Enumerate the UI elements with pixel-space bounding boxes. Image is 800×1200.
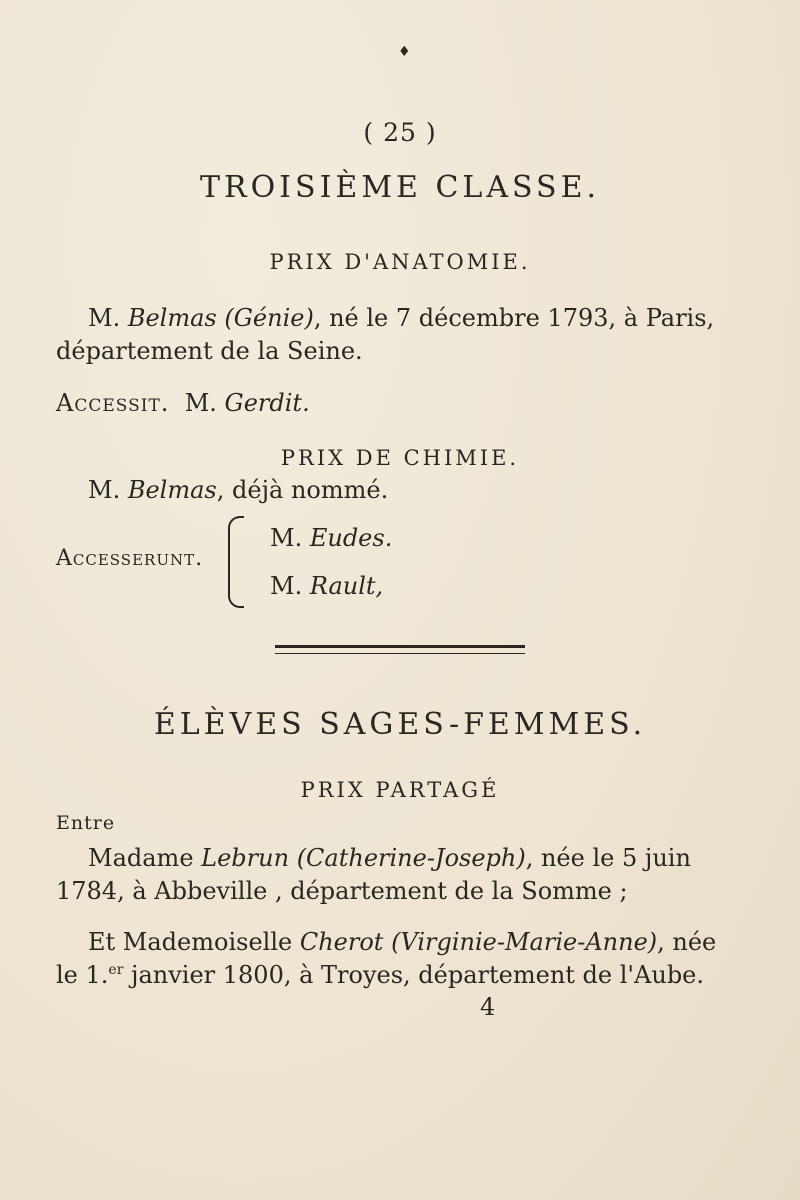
winner-details: , né le 7 décembre 1793, à Paris, [313, 304, 715, 332]
entre-label: Entre [56, 812, 116, 834]
name-prefix: M. [184, 389, 217, 417]
name-prefix: M. [270, 572, 303, 600]
section-divider-thick [275, 645, 525, 648]
laureate-details: , née le 5 juin [525, 844, 691, 872]
accesserunt-name: Rault, [309, 572, 384, 600]
name-prefix: M. [88, 476, 121, 504]
winner-given-name: (Génie) [224, 304, 314, 332]
accesserunt-item [270, 524, 392, 552]
winner-name: Belmas [127, 304, 217, 332]
winner-name: Belmas [127, 476, 217, 504]
name-prefix: M. [88, 304, 121, 332]
section-divider-thin [275, 653, 525, 654]
title-mademoiselle: Et Mademoiselle [88, 928, 293, 956]
name-prefix: M. [270, 524, 303, 552]
section-title-eleves-sages-femmes: ÉLÈVES SAGES-FEMMES. [153, 707, 647, 742]
laureate-name: Cherot [299, 928, 384, 956]
section-title-troisieme-classe: TROISIÈME CLASSE. [199, 170, 601, 205]
date-part: le 1. [56, 961, 109, 989]
laureate-name: Lebrun [201, 844, 290, 872]
accesserunt-label: Accesserunt. [56, 546, 204, 571]
heading-prix-chimie: PRIX DE CHIMIE. [280, 446, 520, 470]
accessit-name: Gerdit. [224, 389, 310, 417]
chimie-winner-line [88, 476, 388, 504]
printer-mark: ♦ [398, 44, 411, 60]
accessit-label: Accessit. [56, 389, 170, 417]
anatomie-winner-line-2: département de la Seine. [56, 337, 363, 365]
heading-prix-partage: PRIX PARTAGÉ [300, 778, 500, 802]
ordinal-suffix: er [108, 962, 124, 978]
laureate-given-name: (Virginie-Marie-Anne) [391, 928, 658, 956]
signature-mark: 4 [480, 993, 496, 1021]
first-laureate-line-2: 1784, à Abbeville , département de la Somme ; [56, 877, 628, 905]
second-laureate-line [88, 928, 716, 956]
heading-prix-anatomie: PRIX D'ANATOMIE. [269, 250, 531, 274]
anatomie-winner-line [88, 304, 714, 332]
accesserunt-name: Eudes. [309, 524, 393, 552]
winner-note: , déjà nommé. [216, 476, 389, 504]
laureate-details: , née [657, 928, 717, 956]
page-number: ( 25 ) [363, 118, 437, 147]
first-laureate-line [88, 844, 691, 872]
title-madame: Madame [88, 844, 194, 872]
accessit-line [56, 389, 310, 417]
accesserunt-item [270, 572, 383, 600]
curly-brace [228, 516, 244, 608]
second-laureate-line-2 [56, 961, 704, 989]
date-place-part: janvier 1800, à Troyes, département de l'Aube. [123, 961, 705, 989]
laureate-given-name: (Catherine-Joseph) [296, 844, 526, 872]
